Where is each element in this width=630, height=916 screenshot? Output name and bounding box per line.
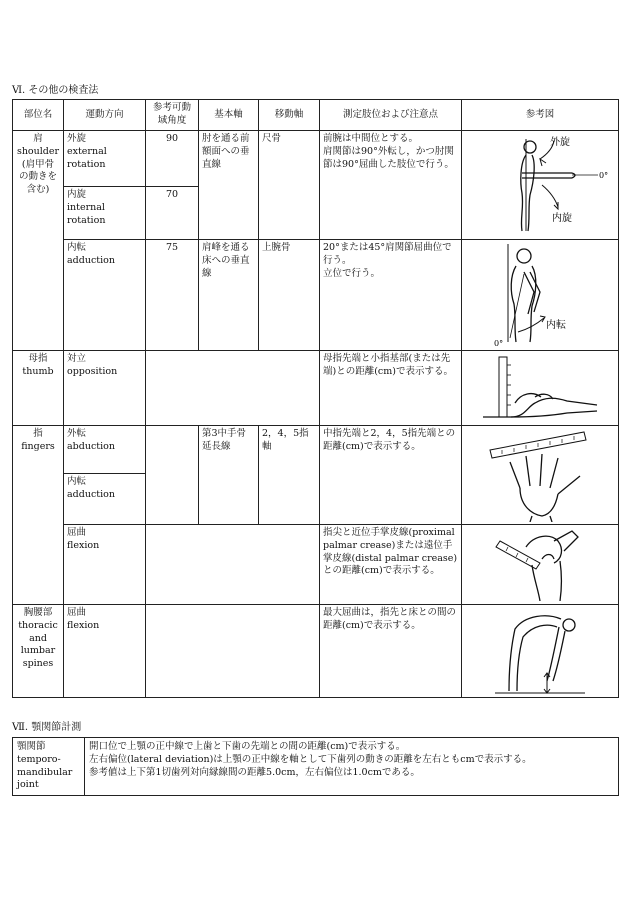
motion-external-rotation: 外旋 external rotation xyxy=(64,131,146,187)
header-rom: 参考可動 域角度 xyxy=(146,100,199,131)
notes-adduction: 20°または45°肩関節屈曲位で行う。 立位で行う。 xyxy=(320,240,462,351)
shoulder-rotation-figure xyxy=(470,133,610,237)
thumb-opposition-figure xyxy=(475,353,605,421)
tmj-line-2: 左右偏位(lateral deviation)は上顎の正中線を軸として下歯列の動きの距離を左右ともcmで表示する。 xyxy=(89,753,532,765)
notes-opposition: 母指先端と小指基部(または先端)との距離(cm)で表示する。 xyxy=(320,351,462,426)
figure-thumb-opposition xyxy=(462,351,619,426)
finger-flexion-figure xyxy=(480,527,600,601)
notes-spine-flexion: 最大屈曲は，指先と床との間の距離(cm)で表示する。 xyxy=(320,605,462,698)
moving-axis-fingers: 2，4，5指軸 xyxy=(259,426,320,525)
moving-axis-adduction: 上腕骨 xyxy=(259,240,320,351)
figure-label-zero: 0° xyxy=(599,171,609,180)
header-moving-axis: 移動軸 xyxy=(259,100,320,131)
basic-axis-adduction: 肩峰を通る床への垂直線 xyxy=(199,240,259,351)
rom-adduction: 75 xyxy=(146,240,199,351)
notes-rotation: 前腕は中間位とする。 肩関節は90°外転し，かつ肘関節は90°屈曲した肢位で行う。 xyxy=(320,131,462,240)
moving-axis-rotation: 尺骨 xyxy=(259,131,320,240)
section-7-title: Ⅶ. 顎関節計測 xyxy=(12,722,82,733)
empty-cell xyxy=(146,351,320,426)
empty-cell xyxy=(146,525,320,605)
basic-axis-rotation: 肘を通る前額面への垂直線 xyxy=(199,131,259,240)
empty-cell xyxy=(146,426,199,525)
figure-finger-flexion xyxy=(462,525,619,605)
finger-abduction-figure xyxy=(480,428,600,522)
figure-shoulder-adduction xyxy=(462,240,619,351)
figure-label-ir: 内旋 xyxy=(552,213,572,224)
tmj-line-1: 開口位で上顎の正中線で上歯と下歯の先端との間の距離(cm)で表示する。 xyxy=(89,741,406,752)
motion-finger-abduction: 外転 abduction xyxy=(64,426,146,474)
motion-opposition: 対立 opposition xyxy=(64,351,146,426)
header-figure: 参考図 xyxy=(462,100,619,131)
header-row xyxy=(13,100,619,131)
figure-spine-flexion xyxy=(462,605,619,698)
header-basic-axis: 基本軸 xyxy=(199,100,259,131)
figure-finger-abduction xyxy=(462,426,619,525)
part-fingers: 指 fingers xyxy=(13,426,64,605)
table-row xyxy=(13,605,619,698)
header-part: 部位名 xyxy=(13,100,64,131)
shoulder-adduction-figure xyxy=(490,242,590,348)
table-row xyxy=(13,131,619,187)
rom-external-rotation: 90 xyxy=(146,131,199,187)
part-tmj: 顎関節 temporo- mandibular joint xyxy=(13,738,85,796)
motion-finger-flexion: 屈曲 flexion xyxy=(64,525,146,605)
part-shoulder: 肩 shoulder (肩甲骨 の動きを 含む) xyxy=(13,131,64,351)
notes-finger-abduction: 中指先端と2，4，5指先端との距離(cm)で表示する。 xyxy=(320,426,462,525)
tmj-table xyxy=(12,737,619,796)
tmj-line-3: 参考値は上下第1切歯列対向縁線間の距離5.0cm，左右偏位は1.0cmである。 xyxy=(89,766,420,778)
table-row xyxy=(13,426,619,474)
header-notes: 測定肢位および注意点 xyxy=(320,100,462,131)
table-row xyxy=(13,240,619,351)
section-6-title: Ⅵ. その他の検査法 xyxy=(12,85,99,96)
figure-label-er: 外旋 xyxy=(550,137,570,148)
tmj-notes xyxy=(85,738,619,796)
empty-cell xyxy=(146,605,320,698)
rom-table xyxy=(12,99,619,698)
table-row xyxy=(13,525,619,605)
rom-internal-rotation: 70 xyxy=(146,187,199,240)
motion-finger-adduction: 内転 adduction xyxy=(64,474,146,525)
part-spine: 胸腰部 thoracic and lumbar spines xyxy=(13,605,64,698)
motion-internal-rotation: 内旋 internal rotation xyxy=(64,187,146,240)
spine-flexion-figure xyxy=(485,607,595,695)
table-row xyxy=(13,351,619,426)
notes-finger-flexion: 指尖と近位手掌皮線(proximal palmar crease)または遠位手掌皮線(distal palmar crease)との距離(cm)で表示する。 xyxy=(320,525,462,605)
motion-spine-flexion: 屈曲 flexion xyxy=(64,605,146,698)
part-thumb: 母指 thumb xyxy=(13,351,64,426)
figure-label-adduction: 内転 xyxy=(546,320,566,331)
motion-adduction: 内転 adduction xyxy=(64,240,146,351)
figure-label-zero-adduction: 0° xyxy=(494,339,504,348)
table-row xyxy=(13,738,619,796)
basic-axis-fingers: 第3中手骨延長線 xyxy=(199,426,259,525)
figure-shoulder-rotation xyxy=(462,131,619,240)
header-motion: 運動方向 xyxy=(64,100,146,131)
